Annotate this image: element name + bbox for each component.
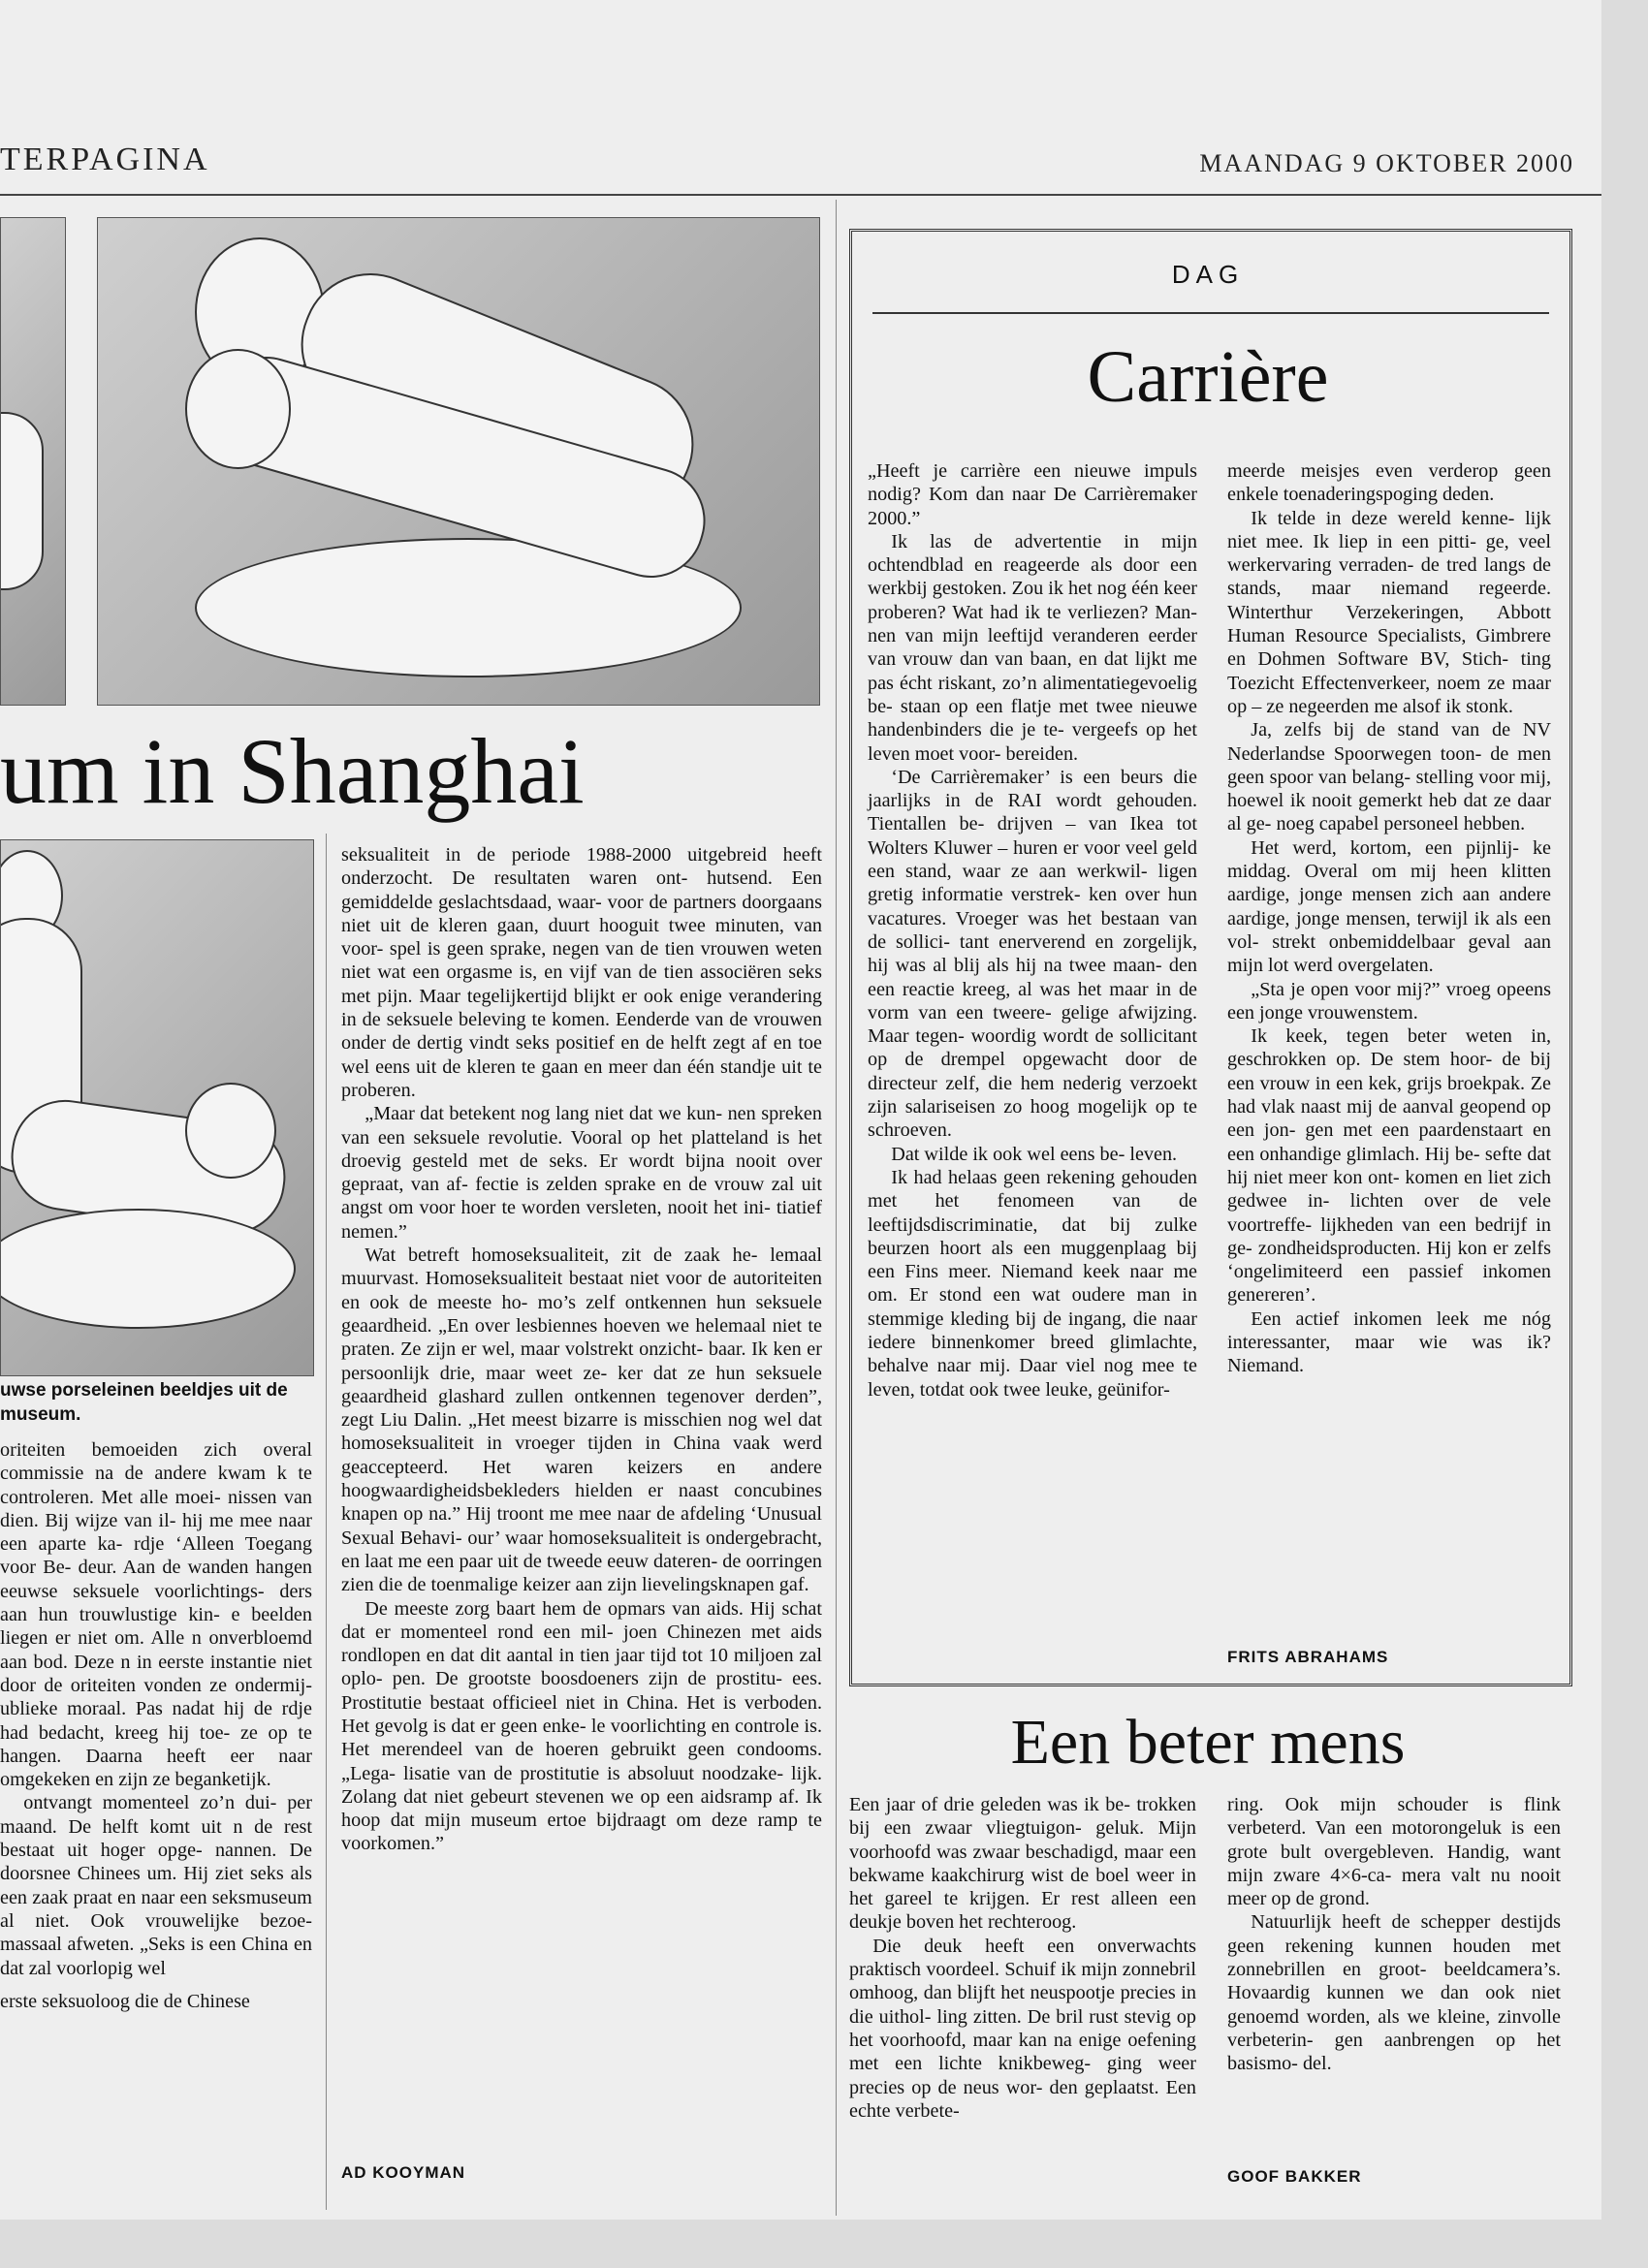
carriere-title: Carrière (1087, 336, 1329, 418)
section-header: TERPAGINA (0, 142, 210, 177)
paragraph: Een actief inkomen leek me nóg interessanter, maar wie was ik? Niemand. (1227, 1307, 1551, 1377)
paragraph: De meeste zorg baart hem de opmars van aids. Hij schat dat er momenteel rond een mil- joen Chinezen met aids rondlopen en dat dit aantal in tien jaar tijd tot 10 miljoen zal oplo- pen. De grootste boosdoeners zijn de prostitu- ees. Prostitutie bestaat officieel niet in China. Het is verboden. Het gevolg is dat er geen enke- le voorlichting en controle is. Het merendeel van de hoeren gebruikt geen condooms. „Lega- lisatie van de prostitutie is absoluut noodzake- lijk. Zolang dat niet gebeurt stevenen we op een aidsramp af. Ik hoop dat mijn museum ertoe bijdraagt om deze ramp te voorkomen.” (341, 1597, 822, 1855)
byline-goof-bakker: GOOF BAKKER (1227, 2167, 1362, 2186)
figurine-shape (0, 412, 44, 590)
paragraph: Een jaar of drie geleden was ik be- trokken bij een zwaar vliegtuigon- geluk. Mijn voorhoofd was zwaar beschadigd, maar een bekwame kaakchirurg wist de boel weer in het gareel te krijgen. Er rest alleen een deukje boven het rechteroog. (849, 1794, 1196, 1934)
photo-left-cropped (0, 217, 66, 706)
paragraph: Dat wilde ik ook wel eens be- leven. (891, 1143, 1178, 1165)
photo-left-figurine (0, 839, 314, 1376)
beter-mens-title: Een beter mens (1010, 1707, 1406, 1778)
column-rule (836, 200, 837, 2216)
byline-frits-abrahams: FRITS ABRAHAMS (1227, 1648, 1389, 1666)
figurine-head-reclining (185, 1083, 276, 1179)
photo-caption: uwse porseleinen beeldjes uit de museum. (0, 1380, 288, 1425)
paragraph: Ik keek, tegen beter weten in, geschrokken op. De stem hoor- de bij een vrouw in een kek, grijs broekpak. Ze had vlak naast mij de aanval geopend op een jon- gen met een paardenstaart en een onhandige glimlach. Hij be- sefte dat hij niet meer kon ont- komen en liet zich gedwee in- lichten over de vele voortreffe- lijkheden van een bedrijf in ge- zondheidsproducten. Hij kon er zelfs ‘ongelimiteerd een passief inkomen genereren’. (1227, 1025, 1551, 1307)
left-article-col1 (0, 1438, 312, 2013)
paragraph: meerde meisjes even verderop geen enkele toenaderingspoging deden. (1227, 460, 1551, 506)
column-rule (326, 834, 327, 2210)
paragraph: Het werd, kortom, een pijnlij- ke middag. Overal om mij heen klitten aardige, jonge mensen zich aan andere aardige, jonge mensen, terwijl ik als een vol- strekt onbemiddelbaar geval aan mijn lot werd overgelaten. (1227, 836, 1551, 977)
photo-porcelain-figurines (97, 217, 820, 706)
paragraph: Ik las de advertentie in mijn ochtendblad en reageerde als door een werkbij gestoken. Zou ik het nog één keer proberen? Wat had ik te verliezen? Man- nen van mijn leeftijd veranderen eerder van vrouw dan van baan, en dat lijkt me pas écht riskant, zo’n alimentatiegevoelig be- staan op een flatje met twee nieuwe handenbinders die je te- vergeefs op het leven moet voor- bereiden. (868, 530, 1197, 765)
paragraph: ring. Ook mijn schouder is flink verbeterd. Van een motorongeluk is een grote bult overgebleven. Handig, want mijn zware 4×6-ca- mera valt nu nooit meer op de grond. (1227, 1794, 1561, 1910)
paragraph: erste seksuoloog die de Chinese (0, 1990, 250, 2012)
paragraph: Ja, zelfs bij de stand van de NV Nederlandse Spoorwegen toon- de men geen spoor van belang- stelling voor mij, hoewel ik nooit gemerkt heb dat ze daar al ge- noeg capabel personeel hebben. (1227, 719, 1551, 835)
dag-col2 (1227, 459, 1551, 1378)
dag-label: DAG (1171, 260, 1245, 289)
paragraph: „Sta je open voor mij?” vroeg opeens een jonge vrouwenstem. (1227, 978, 1551, 1024)
beter-col1 (849, 1793, 1196, 2123)
paragraph: „Maar dat betekent nog lang niet dat we kun- nen spreken van een seksuele revolutie. Vooral op het platteland is het droevig gesteld met de seks. Er wordt bijna nooit over gepraat, van af- fectie is zelden sprake en de vrouw zal uit angst om voor hoer te worden versleten, nooit het ini- tiatief nemen.” (341, 1103, 822, 1243)
paragraph: Ik had helaas geen rekening gehouden met het fenomeen van de leeftijdsdiscriminatie, dat bij zulke beurzen hoort als een muggenplaag bij een Fins meer. Niemand keek naar me om. Er stond een wat oudere man in stemmige kleding bij de ingang, die naar iedere binnenkomer breed glimlachte, behalve naar mij. Daar viel nog mee te leven, totdat ook twee leuke, geünifor- (868, 1166, 1197, 1401)
paragraph: seksualiteit in de periode 1988-2000 uitgebreid heeft onderzocht. De resultaten waren ont- hutsend. Een gemiddelde geslachtsdaad, waar- voor de partners doorgaans niet uit de kleren gaan, duurt hooguit twee minuten, van voor- spel is geen sprake, negen van de tien vrouwen weten niet wat een orgasme is, en vijf van de tien associëren seks met pijn. Maar tegelijkertijd blijkt er ook enige verandering in de seksuele beleving te komen. Eenderde van de vrouwen onder de dertig vindt seks positief en de helft zegt af en toe wel eens uit de kleren te gaan en meer dan één standje uit te proberen. (341, 844, 822, 1101)
figurine-head-woman (185, 349, 291, 469)
paragraph: Wat betreft homoseksualiteit, zit de zaak he- lemaal muurvast. Homoseksualiteit bestaat niet voor de autoriteiten en ook de meeste ho- mo’s zelf ontkennen hun seksuele geaardheid. „En over lesbiennes hoeven we helemaal niet te praten. Ze zijn er wel, maar volstrekt onzicht- baar. Ik ken er persoonlijk drie, maar weet ze- ker dat ze hun seksuele geaardheid glashard zullen ontkennen tegenover derden”, zegt Liu Dalin. „Het meest bizarre is misschien nog wel dat homoseksualiteit in vroeger tijden in China vaak werd geaccepteerd. Het waren keizers en andere hoogwaardigheidsbekleders hielden er naast concubines knapen op na.” Hij troont me mee naar de afdeling ‘Unusual Sexual Behavi- our’ waar homoseksualiteit is ondergebracht, en laat me een paar uit de tweede eeuw dateren- de oorringen zien die de toenmalige keizer aan zijn lievelingsknapen gaf. (341, 1244, 822, 1596)
dag-rule (872, 312, 1549, 314)
figurine-base-left (0, 1209, 296, 1329)
byline-ad-kooyman: AD KOOYMAN (341, 2163, 466, 2182)
paragraph: ‘De Carrièremaker’ is een beurs die jaarlijks in de RAI wordt gehouden. Tientallen be- drijven – van Ikea tot Wolters Kluwer – huren er voor veel geld een stand, waar ze aan werkwil- ligen gretig informatie verstrek- ken over hun vacatures. Vroeger was het bestaan van de sollici- tant enerverend en zorgelijk, hij was al blij als hij na twee maan- den een reactie kreeg, al was het maar in de vorm van een tweere- gelige afwijzing. Maar tegen- woordig wordt de sollicitant op de drempel opgewacht door de directeur zelf, die hem nederig verzoekt zijn salariseisen zo hoog mogelijk op te schroeven. (868, 766, 1197, 1142)
header-rule (0, 194, 1601, 196)
paragraph: „Heeft je carrière een nieuwe impuls nodig? Kom dan naar De Carrièremaker 2000.” (868, 460, 1197, 529)
left-article-col2 (341, 843, 822, 1856)
paragraph: Die deuk heeft een onverwachts praktisch voordeel. Schuif ik mijn zonnebril omhoog, dan blijft het neuspootje precies in die uithol- ling zitten. De bril rust stevig op het voorhoofd, maar kan na enige oefening met een lichte knikbeweg- ging weer precies op de neus wor- den geplaatst. Een echte verbete- (849, 1935, 1196, 2122)
paragraph: Natuurlijk heeft de schepper destijds geen rekening kunnen houden met zonnebrillen en groot- beeldcamera’s. Hovaardig kunnen we dan ook niet genoemd worden, als we kleine, zinvolle verbeterin- gen aanbrengen op het basismo- del. (1227, 1911, 1561, 2075)
paragraph: Ik telde in deze wereld kenne- lijk niet mee. Ik liep in een pitti- ge, veel werkervaring verraden- de tred langs de stands, maar niemand regeerde. Winterthur Verzekeringen, Abbott Human Resource Specialists, Gimbrere en Dohmen Software BV, Stich- ting Toezicht Effectenverkeer, noem ze maar op – ze negeerden me alsof ik stonk. (1227, 507, 1551, 717)
page-date: MAANDAG 9 OKTOBER 2000 (1199, 149, 1574, 177)
paragraph: oriteiten bemoeiden zich overal commissie na de andere kwam k te controleren. Met alle moei- nissen van dien. Bij wijze van il- hij me mee naar een aparte ka- rdje ‘Alleen Toegang voor Be- deur. Aan de wanden hangen eeuwse seksuele voorlichtings- ders aan hun trouwlustige kin- e beelden liegen er niet om. Alle n onverbloemd aan bod. Deze n in eerste instantie niet door de oriteiten vonden ze ondermij- ublieke moraal. Pas nadat hij de rdje had bedacht, kreeg hij toe- ze op te hangen. Daarna heeft eer naar omgekeken en zijn ze beganketijk. (0, 1439, 312, 1791)
shanghai-headline: um in Shanghai (0, 719, 585, 823)
paragraph: ontvangt momenteel zo’n dui- per maand. De helft komt uit n de rest bestaat uit hoger opge- nannen. De doorsnee Chinees um. Hij ziet seks als een zaak praat en naar een seksmuseum al niet. Ook vrouwelijke bezoe- massaal afweten. „Seks is een China en dat zal voorlopig wel (0, 1792, 312, 1979)
beter-col2 (1227, 1793, 1561, 2076)
dag-col1 (868, 459, 1197, 1402)
